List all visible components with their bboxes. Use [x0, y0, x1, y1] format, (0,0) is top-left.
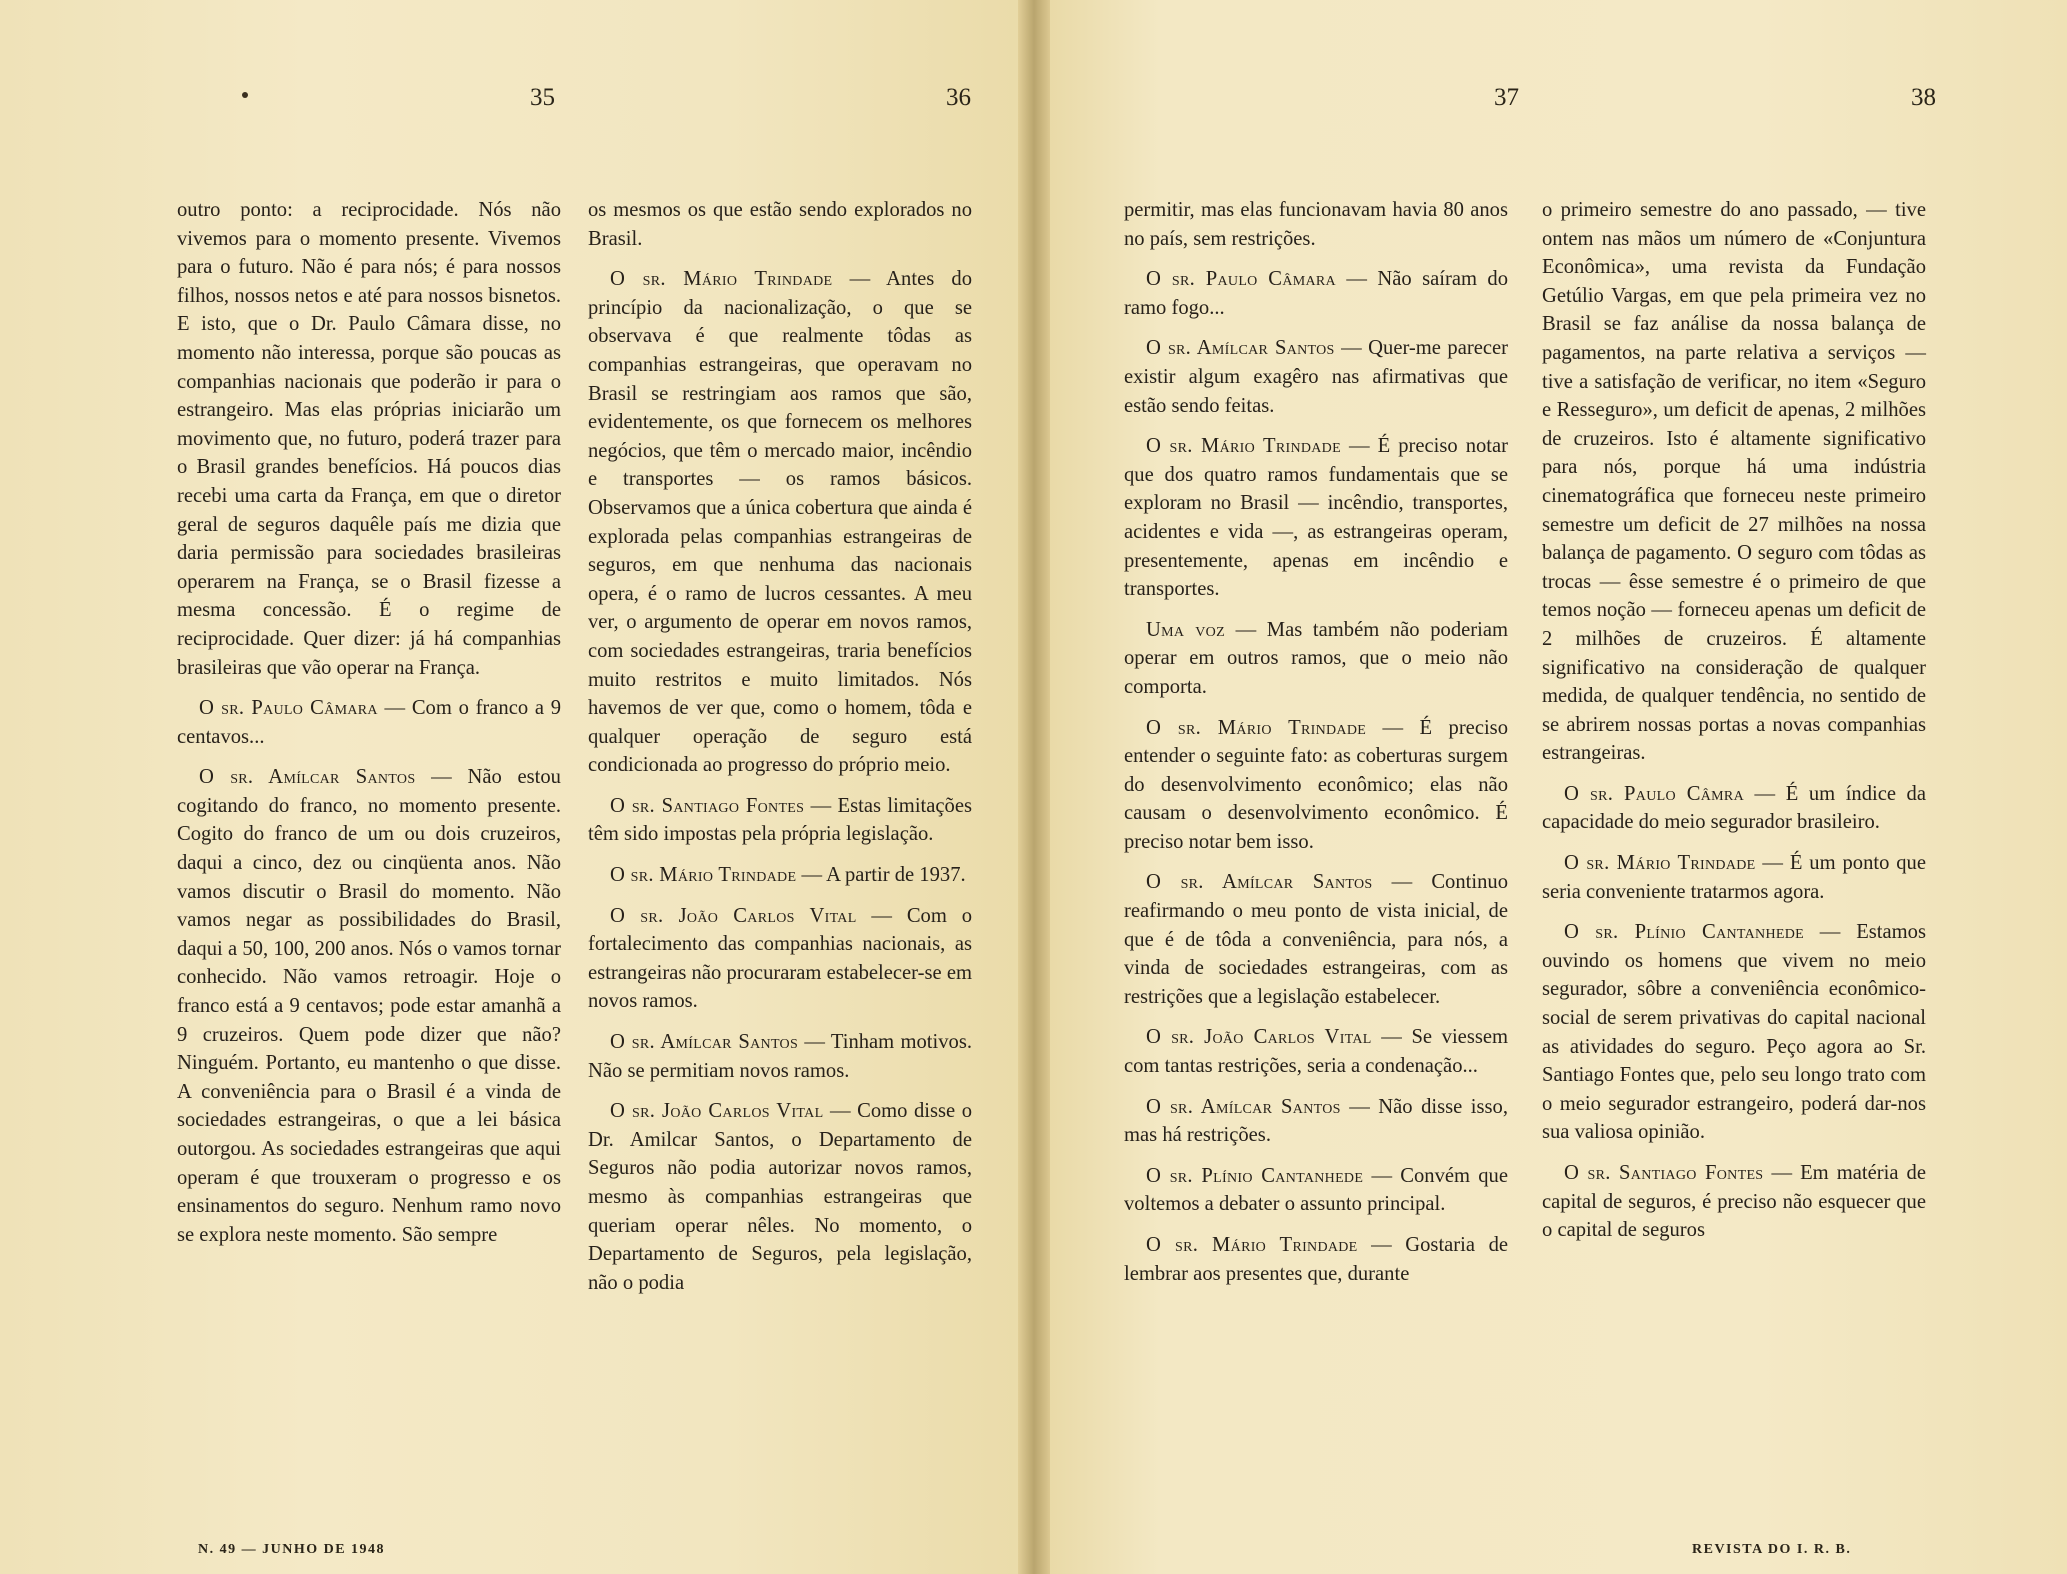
speaker-name: O sr. Plínio Cantanhede	[1146, 1164, 1364, 1187]
speech-text: — Com o franco a 9 centavos...	[177, 697, 561, 748]
speech	[1542, 780, 1926, 837]
speech-text: — Mas também não poderiam operar em outros ramos, que o meio não comporta.	[1124, 618, 1508, 698]
page-number-35: 35	[530, 84, 555, 111]
speaker-name: O sr. Mário Trindade	[1564, 852, 1756, 875]
speech-text: — Estamos ouvindo os homens que vivem no meio segurador, sôbre a conveniência econômico-social de serem privativas do capital nacional as atividades do seguro. Peço agora ao Sr. Santiago Fontes que, pelo seu longo trato com o meio segurador estrangeiro, poderá dar-nos sua valiosa opinião.	[1542, 921, 1926, 1144]
speaker-name: O sr. Amílcar Santos	[1146, 1095, 1341, 1118]
book-gutter	[1018, 0, 1050, 1574]
speech	[588, 861, 972, 890]
speech-text: — Não estou cogitando do franco, no momento presente. Cogito do franco de um ou dois cruzeiros, daqui a cinco, dez ou cinqüenta anos. Não vamos discutir o Brasil do momento. Não vamos negar as possibilidades do Brasil, daqui a 50, 100, 200 anos. Nós o vamos tornar conhecido. Não vamos retroagir. Hoje o franco está a 9 centavos; pode estar amanhã a 9 cruzeiros. Quem pode dizer que não? Ninguém. Portanto, eu mantenho o que disse. A conveniência para o Brasil é a vinda de sociedades estrangeiras, o que a lei básica outorgou. As sociedades estrangeiras que aqui operam é que trouxeram o progresso e os ensinamentos do seguro. Nenhum ramo novo se explora neste momento. São sempre	[177, 766, 561, 1246]
speaker-name: Uma voz	[1146, 618, 1225, 641]
speech	[588, 1097, 972, 1297]
speaker-name: O sr. Amílcar Santos	[1146, 871, 1373, 894]
speech	[1542, 918, 1926, 1147]
page-number-38: 38	[1911, 84, 1936, 111]
speaker-name: O sr. João Carlos Vital	[610, 904, 857, 927]
speech	[588, 792, 972, 849]
speech	[1124, 334, 1508, 420]
speaker-name: O sr. Mário Trindade	[1146, 716, 1367, 739]
speech-text: — Tinham motivos. Não se permitiam novos ramos.	[588, 1031, 972, 1082]
paragraph: outro ponto: a reciprocidade. Nós não vivemos para o momento presente. Vivemos para o futuro. Não é para nós; é para nossos filhos, nossos netos e até para nossos bisnetos. E isto, que o Dr. Paulo Câmara disse, no momento não interessa, porque são poucas as companhias nacionais que poderão ir para o estrangeiro. Mas elas próprias iniciarão um movimento que, no futuro, poderá trazer para o Brasil grandes benefícios. Há poucos dias recebi uma carta da França, em que o diretor geral de seguros daquêle país me dizia que daria permissão para sociedades brasileiras operarem na França, se o Brasil fizesse a mesma concessão. É o regime de reciprocidade. Quer dizer: já há companhias brasileiras que vão operar na França.	[177, 199, 561, 679]
speech-text: — Não saíram do ramo fogo...	[1124, 268, 1509, 319]
speech-text: — Antes do princípio da nacionalização, o que se observava é que realmente tôdas as companhias estrangeiras, que operavam no Brasil se restringiam aos ramos que são, evidentemente, os que fornecem os melhores negócios, que têm o mercado maior, incêndio e transportes — os ramos básicos. Observamos que a única cobertura que ainda é explorada pelas companhias estrangeiras de seguros, em que nenhuma das nacionais opera, é o ramo de lucros cessantes. A meu ver, o argumento de operar em novos ramos, com sociedades estrangeiras, traria benefícios muito restritos e muito limitados. Nós havemos de ver que, como o homem, tôda e qualquer operação de seguro está condicionada ao progresso do próprio meio.	[588, 268, 972, 777]
speech-text: — Com o fortalecimento das companhias nacionais, as estrangeiras não procuraram estabelecer-se em novos ramos.	[588, 904, 972, 1013]
speech	[1542, 1159, 1926, 1245]
speech-text: — Estas limitações têm sido impostas pela própria legislação.	[588, 794, 972, 846]
page-number-36: 36	[946, 84, 971, 111]
page-number-37: 37	[1494, 84, 1519, 111]
speech	[1124, 1023, 1508, 1080]
speech	[588, 1028, 972, 1085]
speaker-name: O sr. Plínio Cantanhede	[1564, 921, 1804, 944]
speech-text: — A partir de 1937.	[801, 864, 966, 887]
speech	[1542, 849, 1926, 906]
speaker-name: O sr. Paulo Câmara	[1146, 268, 1336, 291]
speech-text: — Convém que voltemos a debater o assunto principal.	[1124, 1164, 1508, 1216]
speech	[588, 265, 972, 780]
speaker-name: O sr. Amílcar Santos	[199, 766, 416, 789]
speech	[1124, 1231, 1508, 1288]
speech	[1124, 868, 1508, 1011]
speech-text: — É preciso notar que dos quatro ramos fundamentais que se exploram no Brasil — incêndio, transportes, acidentes e vida —, as estrangeiras operam, presentemente, apenas em incêndio e transportes.	[1124, 435, 1509, 601]
speaker-name: O sr. Mário Trindade	[610, 268, 833, 291]
speech-text: — Não disse isso, mas há restrições.	[1124, 1095, 1508, 1147]
paragraph: os mesmos os que estão sendo explorados no Brasil.	[588, 199, 972, 250]
speaker-name: O sr. Amílcar Santos	[1146, 337, 1335, 360]
speech-text: — Quer-me parecer existir algum exagêro nas afirmativas que estão sendo feitas.	[1124, 337, 1508, 417]
speech	[1124, 1093, 1508, 1150]
speech	[177, 694, 561, 751]
speech-text: — É preciso entender o seguinte fato: as coberturas surgem do desenvolvimento econômico; elas não causam o desenvolvimento econômico. É preciso notar bem isso.	[1124, 716, 1508, 853]
speech	[588, 902, 972, 1016]
speaker-name: O sr. Paulo Câmara	[199, 697, 378, 720]
footer-issue: N. 49 — JUNHO DE 1948	[198, 1542, 386, 1557]
page-35-column	[177, 196, 561, 1261]
speaker-name: O sr. João Carlos Vital	[610, 1100, 824, 1123]
footer-journal: REVISTA DO I. R. B.	[1692, 1542, 1852, 1557]
speech-text: — Como disse o Dr. Amilcar Santos, o Departamento de Seguros não podia autorizar novos ramos, mesmo às companhias estrangeiras que queriam operar nêles. No momento, o Departamento de Seguros, pela legislação, não o podia	[588, 1100, 973, 1294]
speech	[1124, 1162, 1508, 1219]
ink-dot	[242, 92, 248, 98]
speaker-name: O sr. Amílcar Santos	[610, 1031, 799, 1054]
speaker-name: O sr. Santiago Fontes	[610, 794, 805, 817]
page-37-column	[1124, 196, 1508, 1300]
speaker-name: O sr. Mário Trindade	[1146, 435, 1341, 458]
page-36-column	[588, 196, 972, 1309]
speech	[1124, 265, 1508, 322]
speech-text: — Gostaria de lembrar aos presentes que, durante	[1124, 1234, 1509, 1285]
paragraph: o primeiro semestre do ano passado, — tive ontem nas mãos um número de «Conjuntura Econômica», uma revista da Fundação Getúlio Vargas, em que pela primeira vez no Brasil se faz análise da nossa balança de pagamentos, na parte relativa a serviços — tive a satisfação de verificar, no item «Seguro e Resseguro», um deficit de apenas, 2 milhões de cruzeiros. Isto é altamente significativo para nós, porque há uma indústria cinematográfica que forneceu neste primeiro semestre um deficit de 27 milhões na nossa balança de pagamento. O seguro com tôdas as trocas — êsse semestre é o primeiro de que temos noção — forneceu apenas um deficit de 2 milhões de cruzeiros. É altamente significativo na consideração de qualquer medida, de qualquer tendência, no sentido de se abrirem nossas portas a novas companhias estrangeiras.	[1542, 199, 1926, 765]
paragraph: permitir, mas elas funcionavam havia 80 anos no país, sem restrições.	[1124, 199, 1508, 250]
speech	[1124, 714, 1508, 857]
speaker-name: O sr. Mário Trindade	[1146, 1234, 1358, 1256]
speech-text: — É um ponto que seria conveniente tratarmos agora.	[1542, 852, 1926, 903]
speech	[177, 763, 561, 1249]
speech	[1124, 616, 1508, 702]
speech-text: — Se viessem com tantas restrições, seria a condenação...	[1124, 1026, 1509, 1078]
speech-text: — Continuo reafirmando o meu ponto de vista inicial, de que é de tôda a conveniência, para nós, a vinda de sociedades estrangeiras, com as restrições que a legislação estabelecer.	[1124, 871, 1508, 1008]
speaker-name: O sr. João Carlos Vital	[1146, 1026, 1372, 1049]
page-38-column	[1542, 196, 1926, 1257]
speaker-name: O sr. Mário Trindade	[610, 864, 797, 887]
speech-text: — É um índice da capacidade do meio segurador brasileiro.	[1542, 782, 1926, 834]
speech	[1124, 432, 1508, 604]
speaker-name: O sr. Santiago Fontes	[1564, 1162, 1764, 1184]
speech-text: — Em matéria de capital de seguros, é preciso não esquecer que o capital de seguros	[1542, 1162, 1926, 1242]
speaker-name: O sr. Paulo Câmra	[1564, 782, 1744, 805]
